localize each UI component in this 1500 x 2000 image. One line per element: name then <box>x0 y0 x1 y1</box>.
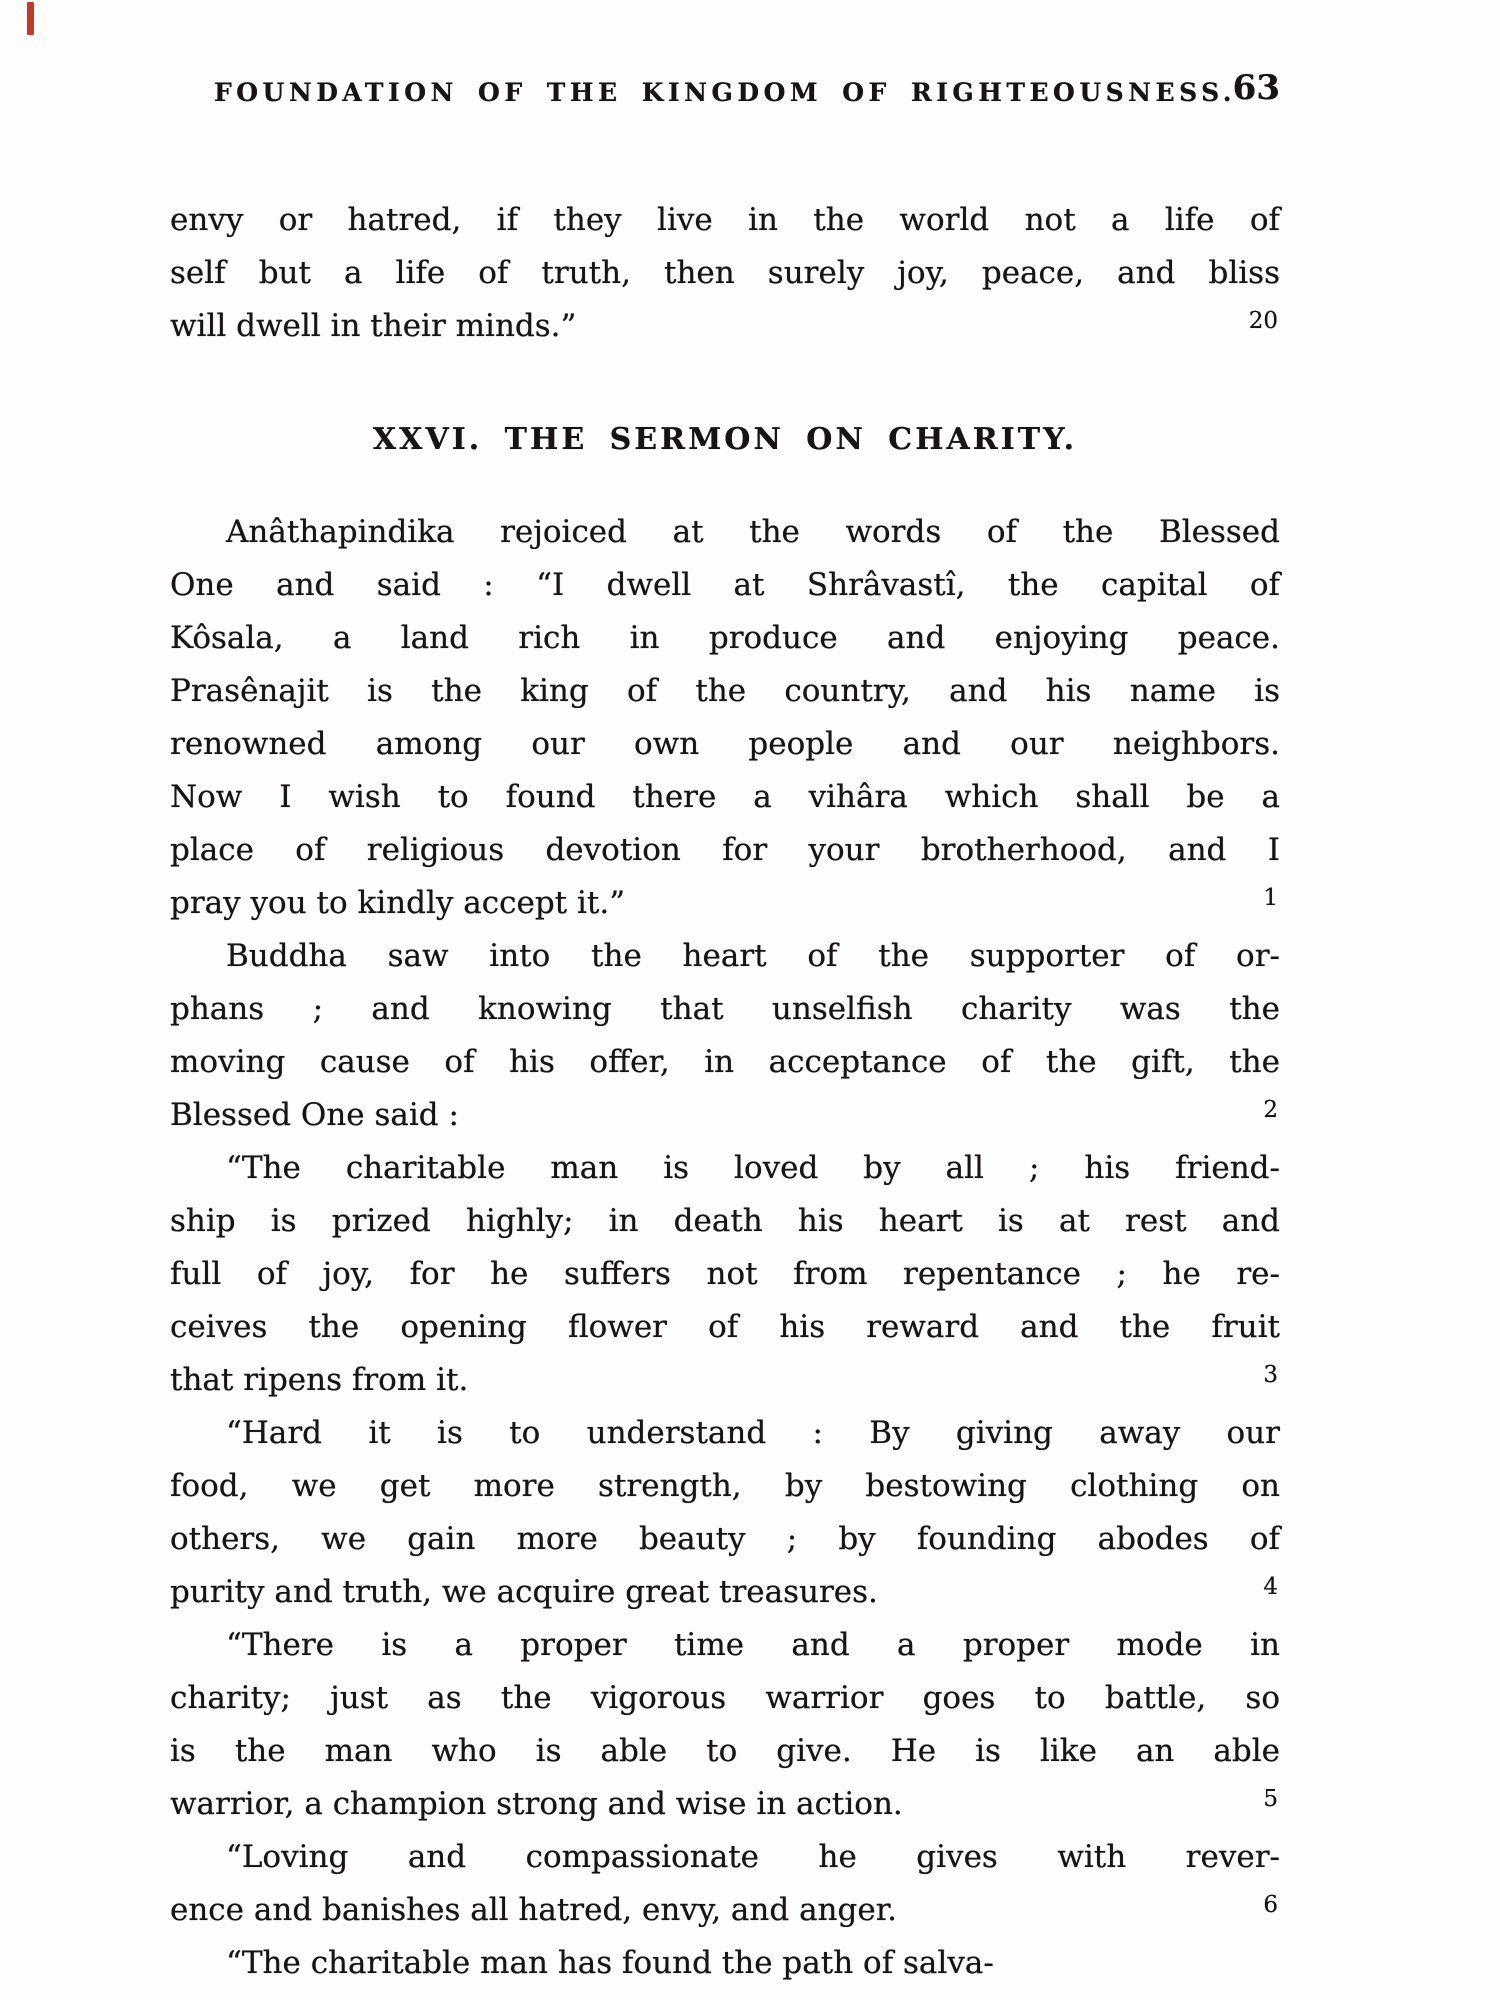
text-line: full of joy, for he suffers not from repentance ; he re- <box>170 1256 1280 1292</box>
paragraph <box>170 1142 1280 1407</box>
text-line: Kôsala, a land rich in produce and enjoying peace. <box>170 620 1280 656</box>
running-header <box>170 68 1280 112</box>
text-line: “There is a proper time and a proper mode in <box>226 1627 1280 1663</box>
verse-number: 5 <box>1263 1786 1278 1812</box>
text-line: ship is prized highly; in death his heart is at rest and <box>170 1203 1280 1239</box>
text-line: self but a life of truth, then surely joy, peace, and bliss <box>170 255 1280 291</box>
text-flow <box>170 194 1280 1990</box>
text-line: Blessed One said : <box>170 1097 459 1133</box>
page-number: 63 <box>1232 68 1280 108</box>
text-line: renowned among our own people and our neighbors. <box>170 726 1280 762</box>
text-line: purity and truth, we acquire great treasures. <box>170 1574 878 1610</box>
verse-number: 3 <box>1263 1362 1278 1388</box>
text-line: “Loving and compassionate he gives with rever- <box>226 1839 1280 1875</box>
paragraph <box>170 1619 1280 1831</box>
text-line: is the man who is able to give. He is like an able <box>170 1733 1280 1769</box>
text-line: One and said : “I dwell at Shrâvastî, the capital of <box>170 567 1280 603</box>
text-line: others, we gain more beauty ; by founding abodes of <box>170 1521 1280 1557</box>
page-column <box>170 68 1280 1990</box>
paragraph <box>170 1937 1280 1990</box>
text-line: place of religious devotion for your brotherhood, and I <box>170 832 1280 868</box>
verse-number: 4 <box>1263 1574 1278 1600</box>
text-line: that ripens from it. <box>170 1362 469 1398</box>
text-line: Now I wish to found there a vihâra which shall be a <box>170 779 1280 815</box>
text-line: Prasênajit is the king of the country, and his name is <box>170 673 1280 709</box>
verse-number: 6 <box>1263 1892 1278 1918</box>
verse-number: 1 <box>1263 885 1278 911</box>
paragraph <box>170 930 1280 1142</box>
paragraph <box>170 506 1280 930</box>
paragraph <box>170 1407 1280 1619</box>
section-heading: XXVI. THE SERMON ON CHARITY. <box>372 422 1078 457</box>
text-line: warrior, a champion strong and wise in action. <box>170 1786 903 1822</box>
text-line: Anâthapindika rejoiced at the words of the Blessed <box>226 514 1280 550</box>
verse-number: 20 <box>1248 308 1278 334</box>
running-header-title: FOUNDATION OF THE KINGDOM OF RIGHTEOUSNESS. <box>214 78 1236 107</box>
text-line: “Hard it is to understand : By giving away our <box>226 1415 1280 1451</box>
text-line: envy or hatred, if they live in the world not a life of <box>170 202 1280 238</box>
text-line: charity; just as the vigorous warrior goes to battle, so <box>170 1680 1280 1716</box>
paragraph <box>170 194 1280 353</box>
text-line: food, we get more strength, by bestowing clothing on <box>170 1468 1280 1504</box>
verse-number: 2 <box>1263 1097 1278 1123</box>
text-line: “The charitable man has found the path of salva- <box>226 1945 994 1981</box>
text-line: pray you to kindly accept it.” <box>170 885 626 921</box>
text-line: will dwell in their minds.” <box>170 308 577 344</box>
text-line: moving cause of his offer, in acceptance of the gift, the <box>170 1044 1280 1080</box>
text-line: phans ; and knowing that unselfish charity was the <box>170 991 1280 1027</box>
paragraph <box>170 1831 1280 1937</box>
text-line: ence and banishes all hatred, envy, and anger. <box>170 1892 897 1928</box>
text-line: ceives the opening flower of his reward and the fruit <box>170 1309 1280 1345</box>
text-line: “The charitable man is loved by all ; his friend- <box>226 1150 1280 1186</box>
text-line: Buddha saw into the heart of the supporter of or- <box>226 938 1280 974</box>
scan-artifact-mark <box>27 2 34 35</box>
